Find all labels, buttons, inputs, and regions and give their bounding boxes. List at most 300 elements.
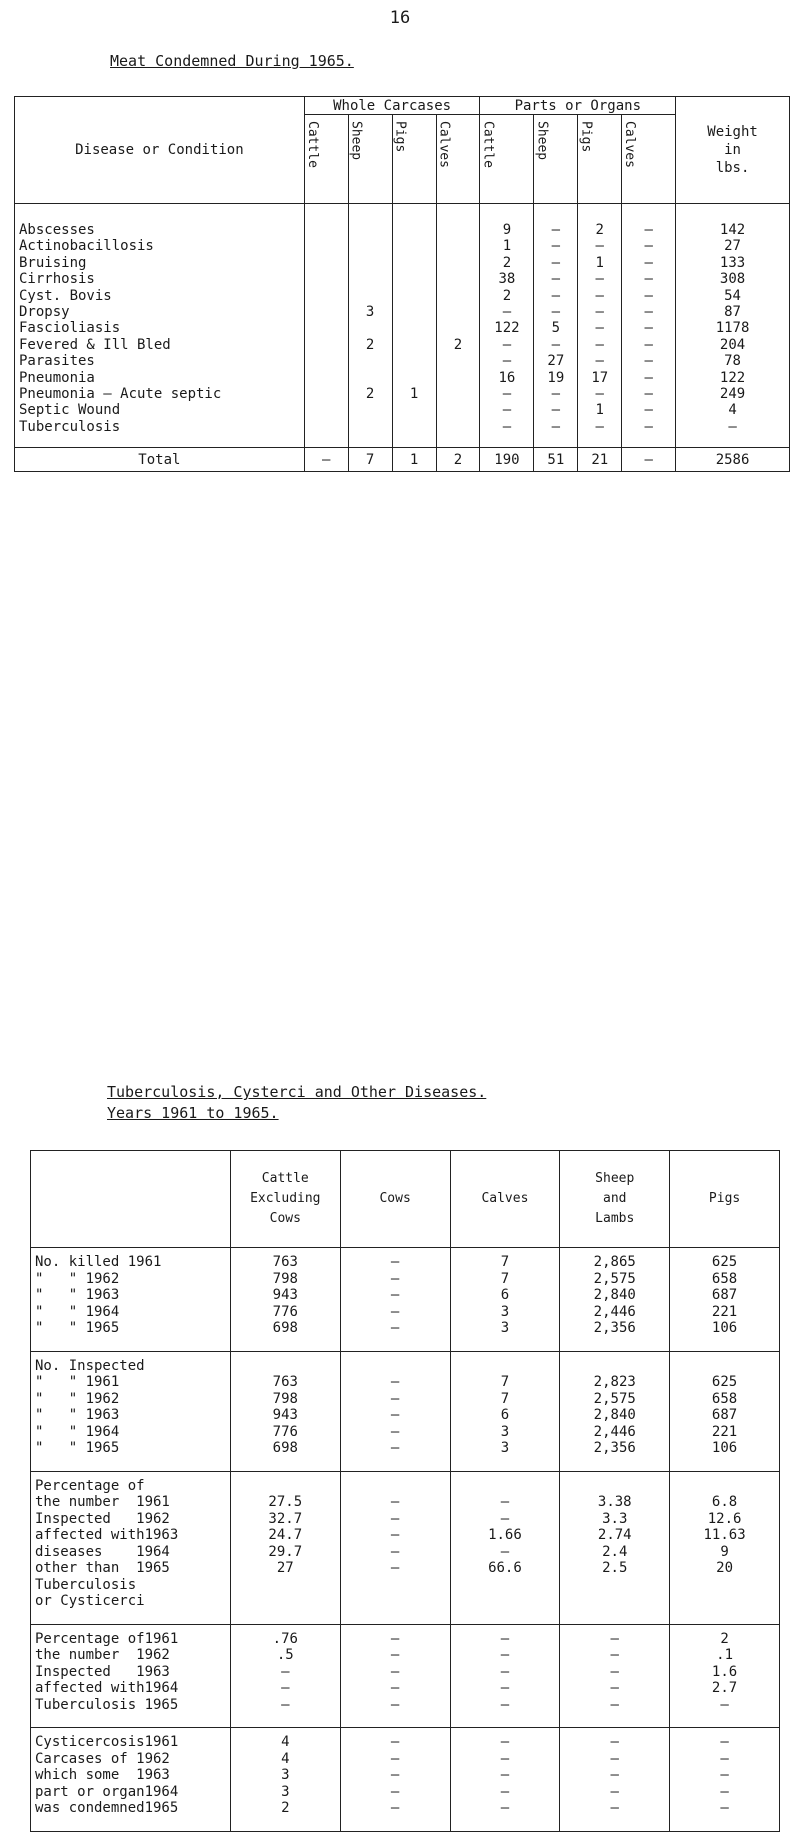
whole-carcase-count (305, 386, 348, 402)
weight-lbs: – (728, 418, 737, 435)
cell-value: 3.3 (602, 1510, 628, 1527)
cell-value: 221 (711, 1303, 738, 1320)
disease-header: Disease or Condition (15, 97, 305, 204)
row-label: " " 1965 (35, 1320, 120, 1336)
cell-value: – (610, 1800, 619, 1816)
value-column (560, 1624, 670, 1728)
whole-pigs-header: Pigs (392, 115, 436, 204)
disease-name: Actinobacillosis (19, 238, 154, 255)
cell-value: – (610, 1696, 619, 1713)
section-labels (31, 1728, 231, 1832)
row-label: No. Inspected (35, 1357, 145, 1374)
whole-carcase-count (349, 271, 392, 287)
whole-carcase-count (349, 288, 392, 304)
value-column (450, 1728, 560, 1832)
parts-organs-count: – (551, 418, 561, 435)
weight-lbs: 122 (719, 369, 746, 386)
table2-subtitle: Years 1961 to 1965. (107, 1104, 279, 1122)
cell-value (341, 1593, 450, 1610)
cell-value (670, 1478, 779, 1495)
cell-value (341, 1358, 450, 1375)
value-column (560, 1728, 670, 1832)
table2-title: Tuberculosis, Cysterci and Other Diseases. (107, 1083, 487, 1101)
parts-organs-count: – (502, 353, 512, 370)
parts-cattle-header: Cattle (480, 115, 534, 204)
cell-value (670, 1358, 779, 1375)
row-label: " " 1962 (35, 1270, 120, 1287)
cell-value: .1 (716, 1647, 733, 1663)
whole-carcase-count (393, 370, 436, 386)
cell-value: 3 (500, 1440, 510, 1456)
whole-carcase-count (437, 370, 480, 386)
cell-value: 20 (716, 1560, 733, 1576)
value-column (450, 1248, 560, 1352)
value-column (340, 1248, 450, 1352)
whole-carcase-count (305, 353, 348, 369)
cell-value: 2 (720, 1630, 729, 1647)
cell-value (670, 1593, 779, 1610)
cell-value: – (610, 1647, 619, 1663)
whole-carcase-count (305, 288, 348, 304)
cell-value: – (390, 1647, 400, 1663)
value-column (670, 1471, 780, 1624)
whole-carcase-count (393, 320, 436, 336)
cell-value: 687 (711, 1407, 738, 1423)
whole-carcase-count (437, 386, 480, 402)
weight-lbs: 4 (728, 402, 737, 419)
parts-organs-count: 27 (547, 353, 565, 370)
disease-name: Cyst. Bovis (19, 287, 112, 304)
whole-sheep-header: Sheep (348, 115, 392, 204)
cell-value: 2.74 (597, 1527, 632, 1543)
cell-value: 106 (711, 1440, 738, 1456)
parts-organs-count: 1 (595, 254, 604, 271)
cell-value: 66.6 (488, 1560, 522, 1576)
whole-carcase-count (305, 271, 348, 287)
cell-value: 625 (711, 1254, 738, 1270)
cell-value: 27 (276, 1560, 294, 1576)
value-column (230, 1248, 340, 1352)
cell-value: – (390, 1510, 400, 1527)
parts-organs-count: – (551, 336, 561, 353)
cell-value: 2,823 (593, 1374, 636, 1390)
row-label: Inspected 1963 (35, 1663, 170, 1680)
parts-organs-count: 2 (595, 222, 604, 238)
row-label: " " 1964 (35, 1423, 120, 1440)
weight-lbs: 1178 (715, 320, 750, 337)
weight-lbs: 142 (719, 222, 746, 238)
cell-value: – (390, 1767, 400, 1783)
whole-carcase-count: 3 (365, 303, 375, 320)
value-column (560, 1248, 670, 1352)
cell-value: 6.8 (711, 1494, 738, 1510)
section-labels (31, 1624, 231, 1728)
parts-organs-count: 38 (498, 271, 516, 288)
parts-organs-count: – (644, 402, 653, 419)
cell-value: – (390, 1407, 400, 1423)
cell-value: 24.7 (268, 1527, 303, 1543)
parts-organs-count: – (644, 336, 653, 353)
whole-sheep-column (348, 204, 392, 448)
cell-value: 106 (711, 1320, 738, 1336)
value-column (670, 1248, 780, 1352)
parts-organs-count: – (644, 418, 653, 435)
value-column (230, 1728, 340, 1832)
cell-value: 7 (500, 1374, 510, 1390)
cell-value (341, 1577, 450, 1594)
cell-value: 2,865 (593, 1254, 636, 1270)
disease-name: Parasites (19, 353, 95, 370)
whole-carcase-count (437, 402, 480, 418)
disease-statistics-table (30, 1150, 780, 1832)
cell-value: – (390, 1680, 400, 1696)
row-label: diseases 1964 (35, 1543, 170, 1560)
parts-organs-count: – (502, 418, 512, 435)
parts-organs-count: – (502, 402, 512, 419)
row-label-header (31, 1151, 231, 1248)
whole-carcase-count (305, 255, 348, 271)
sheep-lambs-header: Sheep and Lambs (560, 1151, 670, 1248)
cell-value: 1.6 (711, 1663, 738, 1680)
cell-value: 3 (500, 1423, 510, 1440)
cell-value: – (720, 1800, 729, 1816)
parts-organs-count: 2 (502, 254, 512, 271)
parts-organs-count: – (502, 303, 512, 320)
cell-value (231, 1577, 340, 1594)
cell-value: 687 (711, 1287, 738, 1303)
total-parts-pigs: 21 (578, 448, 622, 472)
cell-value: 2,356 (593, 1320, 636, 1336)
row-label: Tuberculosis 1965 (35, 1696, 179, 1713)
cell-value: – (500, 1663, 510, 1680)
cell-value: 798 (272, 1390, 298, 1407)
value-column (670, 1351, 780, 1471)
parts-organs-count: – (551, 271, 561, 288)
parts-pigs-column (578, 204, 622, 448)
cell-value: 4 (281, 1750, 290, 1767)
weight-lbs: 27 (724, 238, 741, 255)
pigs-header: Pigs (670, 1151, 780, 1248)
row-label: or Cysticerci (35, 1593, 145, 1609)
cell-value: – (390, 1750, 400, 1767)
cell-value: – (610, 1750, 619, 1767)
cell-value: – (390, 1800, 400, 1816)
stat-section (31, 1624, 780, 1728)
parts-sheep-header: Sheep (534, 115, 578, 204)
cell-value: 2,446 (593, 1303, 636, 1320)
cell-value (451, 1593, 560, 1610)
whole-carcase-count (305, 222, 348, 238)
row-label: Carcases of 1962 (35, 1750, 170, 1767)
total-label: Total (15, 448, 305, 472)
parts-organs-count: 2 (502, 287, 512, 304)
cell-value: 658 (711, 1390, 738, 1407)
parts-sheep-column (534, 204, 578, 448)
value-column (560, 1351, 670, 1471)
disease-name: Septic Wound (19, 402, 121, 419)
cell-value: – (500, 1494, 510, 1510)
cell-value: – (390, 1494, 400, 1510)
cell-value: 3.38 (597, 1494, 632, 1510)
section-labels (31, 1471, 231, 1624)
whole-carcase-count (349, 238, 392, 254)
row-label: other than 1965 (35, 1560, 170, 1576)
row-label: No. killed 1961 (35, 1254, 162, 1270)
parts-organs-count: – (644, 385, 653, 402)
cell-value: – (720, 1783, 729, 1800)
whole-carcase-count: 1 (409, 385, 419, 402)
cell-value: – (610, 1680, 619, 1696)
whole-carcase-count (349, 255, 392, 271)
cell-value: – (610, 1767, 619, 1783)
cell-value (451, 1478, 560, 1495)
stat-section (31, 1351, 780, 1471)
row-label: the number 1962 (35, 1647, 170, 1663)
value-column (230, 1471, 340, 1624)
cell-value: 2.4 (602, 1543, 628, 1560)
cell-value: 2,356 (593, 1440, 636, 1456)
cell-value: – (390, 1320, 400, 1336)
row-label: affected with1963 (35, 1527, 179, 1543)
row-label: Percentage of1961 (35, 1630, 179, 1647)
value-column (450, 1624, 560, 1728)
parts-calves-header: Calves (622, 115, 676, 204)
whole-carcase-count (349, 222, 392, 238)
parts-organs-count: – (551, 254, 561, 271)
parts-organs-count: – (595, 271, 604, 288)
cell-value: – (281, 1680, 290, 1696)
parts-organs-count: 122 (494, 320, 520, 337)
parts-organs-count: – (595, 418, 604, 435)
cell-value: – (390, 1560, 400, 1576)
disease-name: Pneumonia – Acute septic (19, 385, 222, 402)
value-column (340, 1351, 450, 1471)
cell-value: – (720, 1734, 729, 1750)
parts-organs-count: 5 (551, 320, 561, 337)
weight-header: Weight in lbs. (676, 97, 790, 204)
whole-carcase-count (393, 271, 436, 287)
whole-carcase-count (437, 320, 480, 336)
row-label: the number 1961 (35, 1494, 170, 1510)
parts-organs-count: – (551, 402, 561, 419)
cows-header: Cows (340, 1151, 450, 1248)
cell-value: 221 (711, 1423, 738, 1440)
disease-name: Dropsy (19, 303, 70, 320)
disease-name: Bruising (19, 254, 87, 271)
meat-condemned-table (14, 96, 790, 472)
whole-carcase-count (437, 222, 480, 238)
cell-value: 2.5 (602, 1560, 628, 1576)
cell-value: 2,446 (593, 1423, 636, 1440)
cell-value (670, 1577, 779, 1594)
row-label: " " 1962 (35, 1390, 120, 1407)
total-row (15, 448, 790, 472)
value-column (340, 1624, 450, 1728)
whole-carcase-count (393, 337, 436, 353)
whole-carcase-count (305, 402, 348, 418)
cell-value: – (390, 1440, 400, 1456)
parts-organs-count: – (644, 353, 653, 370)
cell-value (451, 1358, 560, 1375)
whole-carcase-count (437, 353, 480, 369)
disease-name: Pneumonia (19, 369, 95, 386)
cell-value: – (281, 1696, 290, 1713)
cell-value: 2,575 (593, 1390, 636, 1407)
cell-value: 29.7 (268, 1543, 303, 1560)
cell-value: – (500, 1783, 510, 1800)
whole-carcase-count (393, 304, 436, 320)
whole-carcase-count: 2 (365, 385, 375, 402)
cell-value: – (500, 1767, 510, 1783)
parts-organs-count: 1 (502, 238, 512, 255)
cell-value (451, 1577, 560, 1594)
parts-organs-count: – (644, 254, 653, 271)
cell-value: – (390, 1734, 400, 1750)
cell-value: 3 (281, 1783, 290, 1800)
parts-organs-count: – (644, 271, 653, 288)
value-column (230, 1351, 340, 1471)
disease-names-column (15, 204, 305, 448)
whole-carcase-count (305, 370, 348, 386)
weight-lbs: 308 (719, 271, 746, 288)
parts-calves-column (622, 204, 676, 448)
whole-carcase-count (305, 304, 348, 320)
parts-organs-count: – (551, 385, 561, 402)
cell-value: – (500, 1510, 510, 1527)
cell-value: – (390, 1423, 400, 1440)
whole-carcase-count (349, 419, 392, 435)
cell-value: 4 (281, 1734, 290, 1750)
cell-value (560, 1358, 669, 1375)
cell-value: 7 (500, 1390, 510, 1407)
cell-value: – (390, 1374, 400, 1390)
whole-carcase-count (393, 288, 436, 304)
cell-value (560, 1577, 669, 1594)
cell-value: 943 (272, 1287, 298, 1303)
parts-organs-count: – (644, 287, 653, 304)
cell-value: – (500, 1647, 510, 1663)
whole-carcase-count (349, 402, 392, 418)
value-column (340, 1728, 450, 1832)
total-parts-calves: – (622, 448, 676, 472)
total-whole-sheep: 7 (348, 448, 392, 472)
table1-body (15, 204, 790, 448)
cell-value: .5 (276, 1647, 294, 1663)
cell-value: – (720, 1767, 729, 1783)
cell-value: – (500, 1696, 510, 1713)
row-label: " " 1964 (35, 1303, 120, 1320)
calves-header: Calves (450, 1151, 560, 1248)
whole-cattle-column (304, 204, 348, 448)
whole-carcase-count: 2 (365, 336, 375, 353)
total-parts-sheep: 51 (534, 448, 578, 472)
whole-carcase-count (437, 271, 480, 287)
cell-value: – (281, 1663, 290, 1680)
cell-value: – (720, 1696, 729, 1713)
disease-name: Abscesses (19, 222, 95, 238)
row-label: part or organ1964 (35, 1783, 179, 1800)
cell-value: – (390, 1696, 400, 1713)
parts-organs-header: Parts or Organs (480, 97, 676, 115)
parts-pigs-header: Pigs (578, 115, 622, 204)
whole-carcase-count (305, 337, 348, 353)
cell-value: – (610, 1663, 619, 1680)
cell-value (341, 1478, 450, 1495)
parts-organs-count: – (595, 238, 604, 255)
cell-value: 776 (272, 1303, 298, 1320)
whole-carcase-count (393, 419, 436, 435)
whole-carcase-count (393, 238, 436, 254)
cell-value: 6 (500, 1407, 510, 1423)
cell-value: 2,840 (593, 1407, 636, 1423)
cell-value: 798 (272, 1270, 298, 1287)
whole-carcase-count (437, 304, 480, 320)
cell-value (231, 1593, 340, 1610)
cell-value: – (500, 1734, 510, 1750)
row-label: Percentage of (35, 1477, 145, 1494)
cell-value: 763 (272, 1254, 298, 1270)
cell-value: 943 (272, 1407, 298, 1423)
disease-name: Tuberculosis (19, 418, 121, 435)
parts-organs-count: – (595, 353, 604, 370)
parts-organs-count: – (595, 287, 604, 304)
row-label: Cysticercosis1961 (35, 1734, 179, 1750)
total-whole-pigs: 1 (392, 448, 436, 472)
row-label: Inspected 1962 (35, 1510, 170, 1527)
stat-section (31, 1728, 780, 1832)
parts-organs-count: – (502, 336, 512, 353)
weight-lbs: 54 (724, 287, 741, 304)
whole-carcase-count: 2 (453, 336, 463, 353)
cell-value: 12.6 (707, 1510, 742, 1527)
total-parts-cattle: 190 (480, 448, 534, 472)
parts-organs-count: – (644, 320, 653, 337)
row-label: affected with1964 (35, 1680, 179, 1696)
parts-organs-count: – (551, 238, 561, 255)
parts-organs-count: – (502, 385, 512, 402)
cell-value: 658 (711, 1270, 738, 1287)
whole-carcase-count (349, 370, 392, 386)
whole-carcase-count (305, 238, 348, 254)
cell-value: – (390, 1254, 400, 1270)
whole-carcase-count (393, 402, 436, 418)
cell-value (231, 1358, 340, 1375)
row-label: " " 1963 (35, 1407, 120, 1423)
weight-lbs: 133 (719, 254, 746, 271)
row-label: " " 1965 (35, 1440, 120, 1456)
cell-value: 2,840 (593, 1287, 636, 1303)
cattle-excluding-cows-header: Cattle Excluding Cows (230, 1151, 340, 1248)
cell-value: 625 (711, 1374, 738, 1390)
cell-value: – (500, 1800, 510, 1816)
parts-organs-count: 19 (547, 369, 565, 386)
table1-title: Meat Condemned During 1965. (110, 52, 354, 70)
cell-value: 2 (281, 1800, 290, 1816)
weight-lbs: 78 (724, 353, 741, 370)
row-label: was condemned1965 (35, 1800, 179, 1816)
parts-organs-count: – (595, 303, 604, 320)
cell-value: 1.66 (488, 1527, 522, 1543)
cell-value: – (390, 1783, 400, 1800)
cell-value: – (500, 1680, 510, 1696)
parts-organs-count: – (551, 303, 561, 320)
total-whole-calves: 2 (436, 448, 480, 472)
parts-organs-count: – (644, 303, 653, 320)
parts-organs-count: 9 (502, 222, 512, 238)
cell-value: 3 (500, 1303, 510, 1320)
stat-section (31, 1471, 780, 1624)
cell-value: – (390, 1630, 400, 1647)
